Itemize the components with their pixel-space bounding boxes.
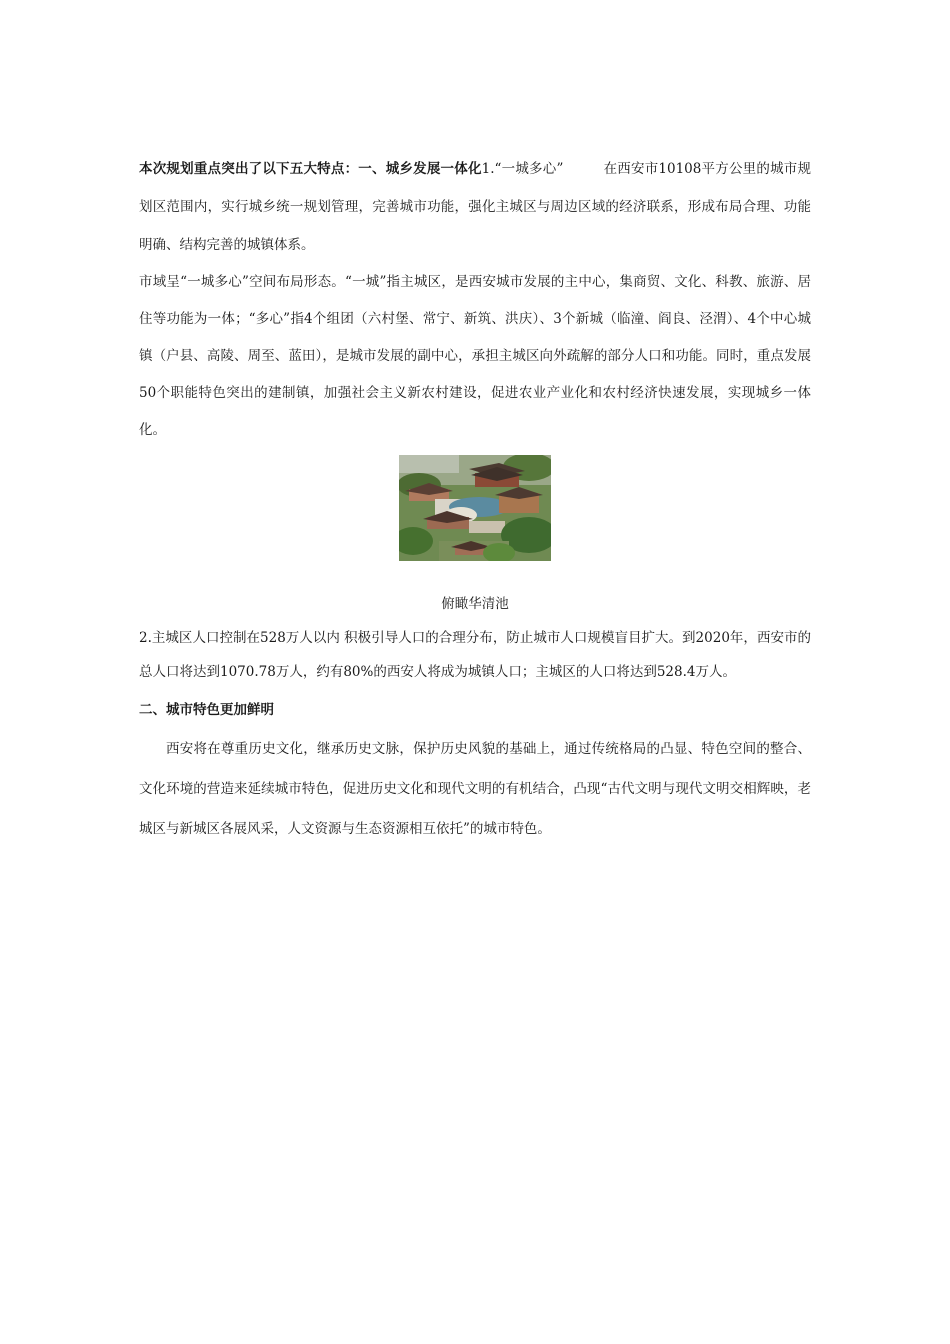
photo-illustration xyxy=(399,455,551,561)
section-2-heading: 二、城市特色更加鲜明 xyxy=(139,702,274,718)
point-1-label: 1.“一城多心” xyxy=(481,161,564,177)
point-1-text: 在西安市10108平方公里的城市规划区范围内，实行城乡统一规划管理，完善城市功能，强化主城区与周边区域的经济联系，形成布局合理、功能明确、结构完善的城镇体系。 xyxy=(139,161,811,253)
lead-bold-text: 本次规划重点突出了以下五大特点：一、城乡发展一体化 xyxy=(139,161,482,177)
intro-paragraph xyxy=(139,150,811,264)
layout-paragraph: 市域呈“一城多心”空间布局形态。“一城”指主城区，是西安城市发展的主中心，集商贸、文化、科教、旅游、居住等功能为一体；“多心”指4个组团（六村堡、常宁、新筑、洪庆）、3个新城（临潼、阎良、泾渭）、4个中心城镇（户县、高陵、周至、蓝田），是城市发展的副中心，承担主城区向外疏解的部分人口和功能。同时，重点发展50个职能特色突出的建制镇，加强社会主义新农村建设，促进农业产业化和农村经济快速发展，实现城乡一体化。 xyxy=(139,274,811,438)
photo-caption: 俯瞰华清池 xyxy=(441,596,509,612)
huaqing-pool-photo xyxy=(399,455,551,561)
city-feature-paragraph: 西安将在尊重历史文化，继承历史文脉，保护历史风貌的基础上，通过传统格局的凸显、特色空间的整合、文化环境的营造来延续城市特色，促进历史文化和现代文明的有机结合，凸现“古代文明与现代文明交相辉映，老城区与新城区各展风采，人文资源与生态资源相互依托”的城市特色。 xyxy=(139,741,811,837)
population-paragraph: 2.主城区人口控制在528万人以内 积极引导人口的合理分布，防止城市人口规模盲目扩大。到2020年，西安市的总人口将达到1070.78万人，约有80%的西安人将成为城镇人口；主城区的人口将达到528.4万人。 xyxy=(139,630,811,680)
document-body xyxy=(139,150,811,849)
